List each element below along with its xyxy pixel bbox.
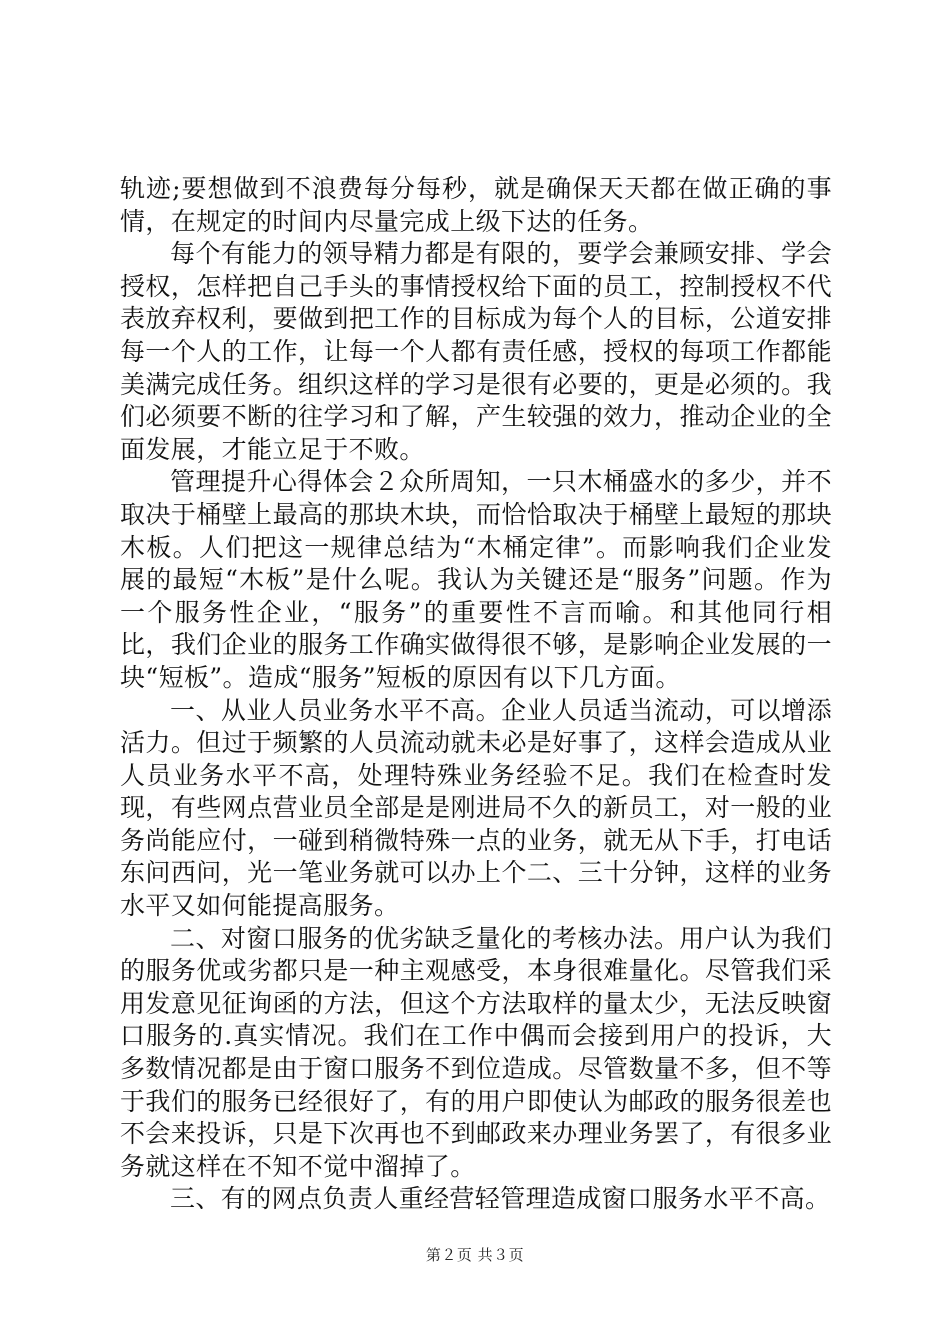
paragraph: 二、对窗口服务的优劣缺乏量化的考核办法。用户认为我们的服务优或劣都只是一种主观感受，本身很难量化。尽管我们采用发意见征询函的方法，但这个方法取样的量太少，无法反映窗口服务的.真实情况。我们在工作中偶而会接到用户的投诉，大多数情况都是由于窗口服务不到位造成。尽管数量不多，但不等于我们的服务已经很好了，有的用户即使认为邮政的服务很差也不会来投诉，只是下次再也不到邮政来办理业务罢了，有很多业务就这样在不知不觉中溜掉了。: [120, 923, 832, 1181]
paragraph: 轨迹;要想做到不浪费每分每秒，就是确保天天都在做正确的事情，在规定的时间内尽量完成上级下达的任务。: [120, 174, 832, 236]
paragraph: 三、有的网点负责人重经营轻管理造成窗口服务水平不高。: [170, 1184, 831, 1214]
page-footer: 第２页 共３页: [425, 1246, 525, 1264]
paragraph: 一、从业人员业务水平不高。企业人员适当流动，可以增添活力。但过于频繁的人员流动就未必是好事了，这样会造成从业人员业务水平不高，处理特殊业务经验不足。我们在检查时发现，有些网点营业员全部是是刚进局不久的新员工，对一般的业务尚能应付，一碰到稍微特殊一点的业务，就无从下手，打电话东问西问，光一笔业务就可以办上个二、三十分钟，这样的业务水平又如何能提高服务。: [120, 695, 832, 921]
paragraph: 每个有能力的领导精力都是有限的，要学会兼顾安排、学会授权，怎样把自己手头的事情授权给下面的员工，控制授权不代表放弃权利，要做到把工作的目标成为每个人的目标，公道安排每一个人的工作，让每一个人都有责任感，授权的每项工作都能美满完成任务。组织这样的学习是很有必要的，更是必须的。我们必须要不断的往学习和了解，产生较强的效力，推动企业的全面发展，才能立足于不败。: [120, 239, 832, 464]
paragraph: 管理提升心得体会２众所周知，一只木桶盛水的多少，并不取决于桶壁上最高的那块木块，而恰恰取决于桶壁上最短的那块木板。人们把这一规律总结为“木桶定律”。而影响我们企业发展的最短“木板”是什么呢。我认为关键还是“服务”问题。作为一个服务性企业，“服务”的重要性不言而喻。和其他同行相比，我们企业的服务工作确实做得很不够，是影响企业发展的一块“短板”。造成“服务”短板的原因有以下几方面。: [120, 467, 832, 692]
document-body: [120, 173, 832, 1216]
